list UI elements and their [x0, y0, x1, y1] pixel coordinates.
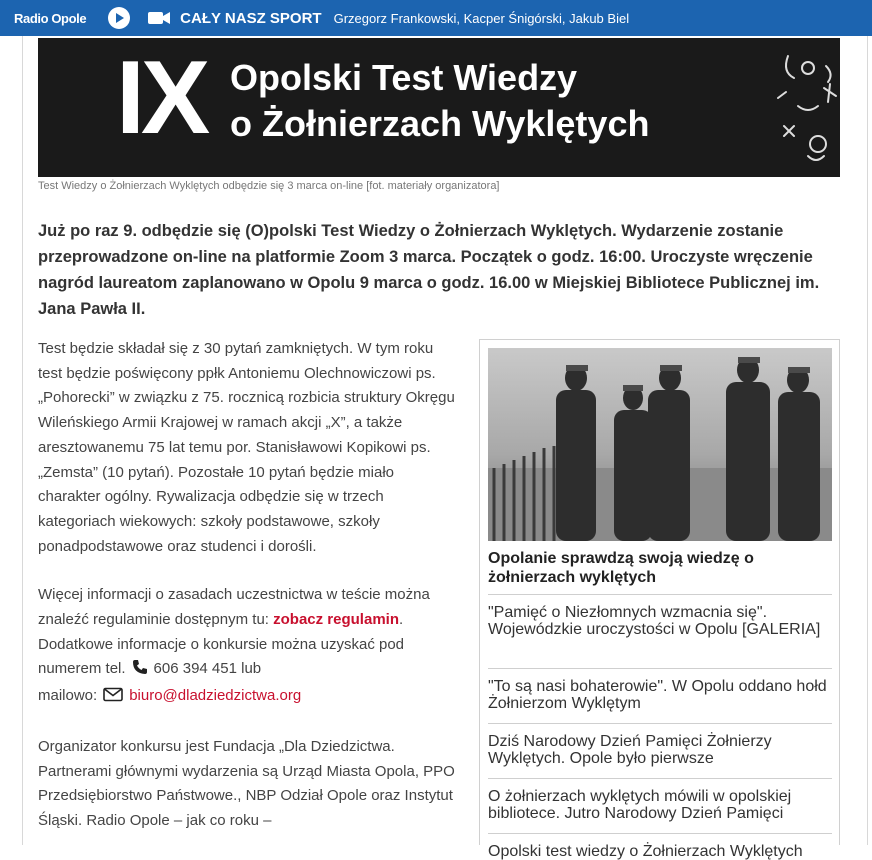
featured-article-title[interactable]: Opolanie sprawdzą swoją wiedzę o żołnierzach wyklętych	[488, 550, 754, 586]
body-paragraph-2	[38, 583, 458, 711]
show-title[interactable]: CAŁY NASZ SPORT	[180, 9, 322, 27]
banner-title-line2: o Żołnierzach Wyklętych	[230, 103, 650, 144]
body-text: Więcej informacji o zasadach uczestnictwa w teście można znaleźć regulaminie dostępnym tu:	[38, 586, 430, 629]
video-camera-icon[interactable]	[148, 10, 170, 26]
banner-numeral: IX	[116, 40, 207, 156]
article-banner-image	[38, 38, 840, 177]
related-article-3[interactable]: Dziś Narodowy Dzień Pamięci Żołnierzy Wyklętych. Opole było pierwsze	[488, 723, 832, 767]
mail-icon	[103, 686, 123, 711]
body-text: . Dodatkowe informacje o konkursie można uzyskać pod numerem tel.	[38, 611, 405, 678]
email-link[interactable]: biuro@dladziedzictwa.org	[129, 687, 302, 705]
related-sidebar	[479, 339, 840, 860]
related-article-2[interactable]: "To są nasi bohaterowie". W Opolu oddano hołd Żołnierzom Wyklętym	[488, 668, 832, 712]
regulations-link[interactable]: zobacz regulamin	[273, 611, 399, 629]
show-hosts: Grzegorz Frankowski, Kacper Śnigórski, Jakub Biel	[333, 10, 630, 26]
body-text: mailowo:	[38, 687, 98, 705]
article-body	[38, 337, 458, 858]
image-caption: Test Wiedzy o Żołnierzach Wyklętych odbędzie się 3 marca on-line [fot. materiały organizatora]	[38, 180, 500, 192]
banner-doodles-icon	[768, 48, 840, 168]
banner-title-line1: Opolski Test Wiedzy	[230, 57, 578, 98]
radio-opole-logo[interactable]: Radio Opole	[14, 10, 87, 26]
related-article-1[interactable]: "Pamięć o Niezłomnych wzmacnia się". Wojewódzkie uroczystości w Opolu [GALERIA]	[488, 594, 832, 638]
phone-icon	[132, 659, 148, 684]
body-paragraph-3: Organizator konkursu jest Fundacja „Dla Dziedzictwa. Partnerami głównymi wydarzenia są Urząd Miasta Opola, PPO Przedsiębiorstwo Państwowe., NBP Odział Opole oraz Instytut Śląski. Radio Opole – jak co roku –	[38, 737, 455, 829]
related-article-4[interactable]: O żołnierzach wyklętych mówili w opolskiej bibliotece. Jutro Narodowy Dzień Pamięci	[488, 778, 832, 822]
soldiers-photo-icon	[488, 348, 832, 541]
featured-article-photo[interactable]	[488, 348, 832, 541]
phone-number[interactable]: 606 394 451 lub	[153, 660, 262, 678]
article-lead: Już po raz 9. odbędzie się (O)polski Test Wiedzy o Żołnierzach Wyklętych. Wydarzenie zostanie przeprowadzone on-line na platformie Zoom 3 marca. Początek o godz. 16:00. Uroczyste wręczenie nagród laureatom zaplanowano w Opolu 9 marca o godz. 16.00 w Miejskiej Bibliotece Publicznej im. Jana Pawła II.	[38, 222, 820, 318]
play-icon[interactable]	[108, 7, 130, 29]
body-paragraph-1: Test będzie składał się z 30 pytań zamkniętych. W tym roku test będzie poświęcony ppłk Antoniemu Olechnowiczowi ps. „Pohorecki” w związku z 75. rocznicą rozbicia struktury Okręgu Wileńskiego Armii Krajowej w ramach akcji „X”, a także aresztowanemu 75 lat temu por. Stanisławowi Kopikowi ps. „Zemsta” (10 pytań). Pozostałe 10 pytań będzie miało charakter ogólny. Rywalizacja odbędzie się w trzech kategoriach wiekowych: szkoły podstawowe, szkoły ponadpodstawowe oraz studenci i dorośli.	[38, 340, 455, 555]
related-article-5[interactable]: Opolski test wiedzy o Żołnierzach Wyklętych	[488, 833, 832, 860]
top-bar	[0, 0, 872, 36]
